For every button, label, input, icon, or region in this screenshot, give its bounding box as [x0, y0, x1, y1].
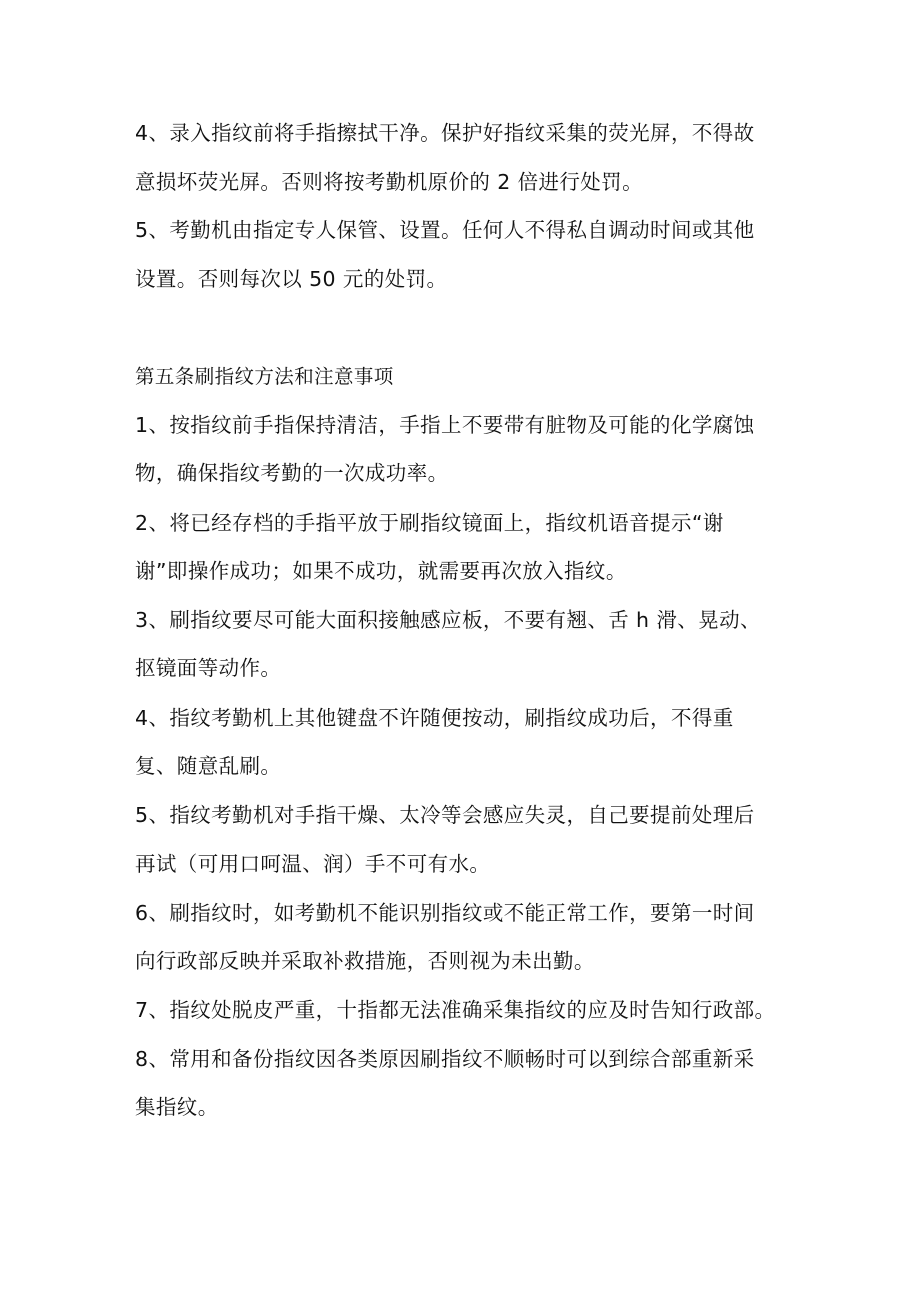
section-title: 第五条刷指纹方法和注意事项: [135, 365, 394, 388]
item-6-line-2: 向行政部反映并采取补救措施，否则视为未出勤。: [135, 949, 595, 973]
item-7-line-1: 7、指纹处脱皮严重，十指都无法准确采集指纹的应及时告知行政部。: [135, 998, 776, 1022]
item-4-line-1: 4、指纹考勤机上其他键盘不许随便按动，刷指纹成功后，不得重: [135, 706, 734, 730]
item-1-line-1: 1、按指纹前手指保持清洁，手指上不要带有脏物及可能的化学腐蚀: [135, 413, 755, 437]
rule-4-line-1: 4、录入指纹前将手指擦拭干净。保护好指纹采集的荧光屏，不得故: [135, 121, 755, 145]
item-6-line-1: 6、刷指纹时，如考勤机不能识别指纹或不能正常工作，要第一时间: [135, 901, 755, 925]
item-1-line-2: 物，确保指纹考勤的一次成功率。: [135, 461, 449, 485]
item-8-line-1: 8、常用和备份指纹因各类原因刷指纹不顺畅时可以到综合部重新采: [135, 1047, 755, 1071]
item-5-line-2: 再试（可用口呵温、润）手不可有水。: [135, 852, 491, 876]
rule-5-line-2: 设置。否则每次以 50 元的处罚。: [135, 267, 448, 291]
item-3-line-2: 抠镜面等动作。: [135, 656, 282, 680]
item-2-line-1: 2、将已经存档的手指平放于刷指纹镜面上，指纹机语音提示“谢: [135, 511, 724, 535]
item-2-line-2: 谢”即操作成功；如果不成功，就需要再次放入指纹。: [135, 559, 627, 583]
item-3-line-1: 3、刷指纹要尽可能大面积接触感应板，不要有翘、舌 h 滑、晃动、: [135, 608, 761, 632]
item-8-line-2: 集指纹。: [135, 1095, 219, 1119]
rule-4-line-2: 意损坏荧光屏。否则将按考勤机原价的 2 倍进行处罚。: [135, 170, 643, 194]
item-4-line-2: 复、随意乱刷。: [135, 754, 282, 778]
item-5-line-1: 5、指纹考勤机对手指干燥、太冷等会感应失灵，自己要提前处理后: [135, 803, 755, 827]
rule-5-line-1: 5、考勤机由指定专人保管、设置。任何人不得私自调动时间或其他: [135, 218, 755, 242]
